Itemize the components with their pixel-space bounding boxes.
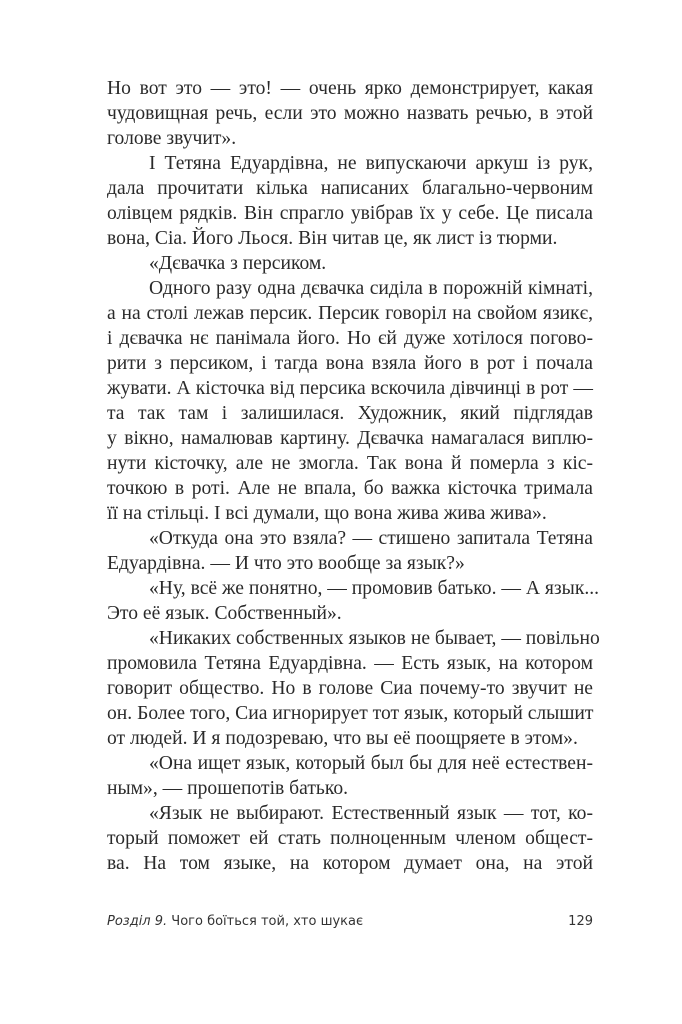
- page-number: 129: [568, 914, 593, 929]
- text-line: «Она ищет язык, который был бы для неё естествен-: [149, 753, 593, 774]
- text-line: «Никаких собственных языков не бывает, — повільно: [149, 628, 600, 649]
- text-line: жувати. А кісточка від персика вскочила дівчинці в рот —: [107, 378, 593, 399]
- text-line: у вікно, намалював картину. Дєвачка намагалася виплю-: [107, 428, 593, 449]
- text-line: «Откуда она это взяла? — стишено запитала Тетяна: [149, 528, 593, 549]
- text-line: Едуардівна. — И что это вообще за язык?»: [107, 553, 465, 574]
- text-line: І Тетяна Едуардівна, не випускаючи аркуш із рук,: [149, 153, 593, 174]
- text-line: Одного разу одна дєвачка сиділа в порожній кімнаті,: [149, 278, 593, 299]
- text-line: голове звучит».: [107, 128, 237, 149]
- text-line: і дєвачка нє панімала його. Но єй дуже хотілося погово-: [107, 328, 593, 349]
- text-line: та так там і залишилася. Художник, який підглядав: [107, 403, 593, 424]
- text-line: вона, Сіа. Його Льося. Він читав це, як лист із тюрми.: [107, 228, 558, 249]
- page-footer: [107, 910, 593, 934]
- text-line: ным», — прошепотів батько.: [107, 778, 349, 799]
- body-text: [107, 76, 600, 876]
- text-line: «Дєвачка з персиком.: [149, 253, 327, 274]
- text-line: а на столі лежав персик. Персик говоріл на свойом язикє,: [107, 303, 593, 324]
- text-line: говорит общество. Но в голове Сиа почему-то звучит не: [107, 678, 593, 699]
- text-line: «Ну, всё же понятно, — промовив батько. — А язык...: [149, 578, 600, 599]
- text-line: її на стільці. І всі думали, що вона жива жива жива».: [107, 503, 547, 524]
- text-line: он. Более того, Сиа игнорирует тот язык, который слышит: [107, 703, 594, 724]
- text-line: Это её язык. Собственный».: [107, 603, 342, 624]
- text-line: Но вот это — это! — очень ярко демонстрирует, какая: [107, 78, 593, 99]
- text-line: чудовищная речь, если это можно назвать речью, в этой: [107, 103, 593, 124]
- chapter-title: Чого боїться той, хто шукає: [167, 914, 364, 929]
- chapter-number: Розділ 9.: [107, 914, 168, 929]
- text-line: от людей. И я подозреваю, что вы её поощряете в этом».: [107, 728, 578, 749]
- text-line: промовила Тетяна Едуардівна. — Есть язык, на котором: [107, 653, 593, 674]
- text-line: дала прочитати кілька написаних благально-червоним: [107, 178, 593, 199]
- text-line: торый поможет ей стать полноценным членом общест-: [107, 828, 593, 849]
- text-line: олівцем рядків. Він спрагло увібрав їх у себе. Це писала: [107, 203, 593, 224]
- text-line: «Язык не выбирают. Естественный язык — тот, ко-: [149, 803, 593, 824]
- text-line: нути кісточку, але не змогла. Так вона й померла з кіс-: [107, 453, 593, 474]
- text-line: рити з персиком, і тагда вона взяла його в рот і почала: [107, 353, 593, 374]
- text-line: ва. На том языке, на котором думает она, на этой: [107, 853, 593, 874]
- text-line: точкою в роті. Але не впала, бо важка кісточка тримала: [107, 478, 593, 499]
